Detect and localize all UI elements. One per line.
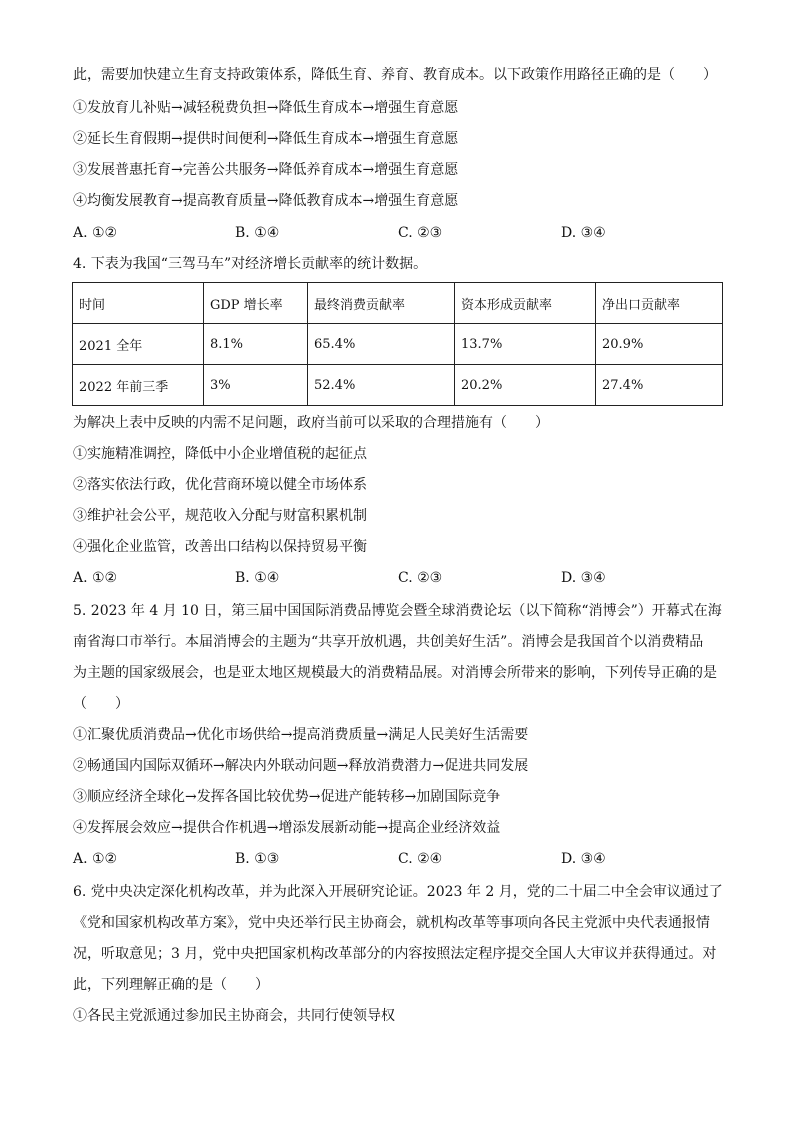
q5-item-3: ③顺应经济全球化→发挥各国比较优势→促进产能转移→加剧国际竞争 [73, 789, 501, 805]
q5-stem-line-2: 南省海口市举行。本届消博会的主题为“共享开放机遇，共创美好生活”。消博会是我国首个以消费精品 [73, 634, 704, 650]
q3-item-2: ②延长生育假期→提供时间便利→降低生育成本→增强生育意愿 [73, 131, 459, 147]
table-cell: 27.4% [596, 365, 723, 406]
q3-option-b[interactable]: B. ①④ [235, 225, 280, 241]
q3-item-1: ①发放育儿补贴→减轻税费负担→降低生育成本→增强生育意愿 [73, 100, 459, 116]
q5-option-c[interactable]: C. ②④ [398, 851, 443, 867]
contribution-table [72, 282, 723, 406]
q3-options [73, 224, 733, 242]
q4-option-a[interactable]: A. ①② [73, 570, 118, 586]
table-cell: 8.1% [204, 324, 308, 365]
q5-option-b[interactable]: B. ①③ [235, 851, 280, 867]
table-row [73, 324, 723, 365]
q6-stem-line-1: 6. 党中央决定深化机构改革，并为此深入开展研究论证。2023 年 2 月，党的二十届二中全会审议通过了 [73, 884, 723, 900]
table-cell: 65.4% [308, 324, 455, 365]
table-header-cell: 最终消费贡献率 [308, 283, 455, 324]
q6-stem-line-3: 况，听取意见；3 月，党中央把国家机构改革部分的内容按照法定程序提交全国人大审议并获得通过。对 [73, 946, 717, 962]
q4-item-1: ①实施精准调控，降低中小企业增值税的起征点 [73, 446, 367, 462]
q4-options [73, 569, 733, 587]
table-row [73, 365, 723, 406]
q5-item-4: ④发挥展会效应→提供合作机遇→增添发展新动能→提高企业经济效益 [73, 820, 501, 836]
table-header-cell: 时间 [73, 283, 204, 324]
q4-item-2: ②落实依法行政，优化营商环境以健全市场体系 [73, 477, 367, 493]
q6-stem-line-4: 此，下列理解正确的是（ ） [73, 977, 269, 993]
table-header-cell: 净出口贡献率 [596, 283, 723, 324]
q6-stem-line-2: 《党和国家机构改革方案》，党中央还举行民主协商会，就机构改革等事项向各民主党派中央代表通报情 [73, 915, 710, 931]
q5-option-d[interactable]: D. ③④ [561, 851, 606, 867]
table-header-cell: GDP 增长率 [204, 283, 308, 324]
table-cell: 13.7% [455, 324, 596, 365]
table-cell: 20.2% [455, 365, 596, 406]
q4-option-d[interactable]: D. ③④ [561, 570, 606, 586]
q5-options [73, 850, 733, 868]
q3-option-d[interactable]: D. ③④ [561, 225, 606, 241]
q4-stem: 4. 下表为我国“三驾马车”对经济增长贡献率的统计数据。 [73, 256, 428, 272]
q3-option-c[interactable]: C. ②③ [398, 225, 443, 241]
table-cell: 52.4% [308, 365, 455, 406]
q4-option-b[interactable]: B. ①④ [235, 570, 280, 586]
q3-item-4: ④均衡发展教育→提高教育质量→降低教育成本→增强生育意愿 [73, 193, 459, 209]
q5-item-1: ①汇聚优质消费品→优化市场供给→提高消费质量→满足人民美好生活需要 [73, 727, 529, 743]
q5-option-a[interactable]: A. ①② [73, 851, 118, 867]
table-cell: 3% [204, 365, 308, 406]
table-cell: 2022 年前三季 [73, 365, 204, 406]
q5-stem-line-1: 5. 2023 年 4 月 10 日，第三届中国国际消费品博览会暨全球消费论坛（以下简称“消博会”）开幕式在海 [73, 603, 722, 619]
q4-question: 为解决上表中反映的内需不足问题，政府当前可以采取的合理措施有（ ） [73, 415, 549, 431]
table-cell: 2021 全年 [73, 324, 204, 365]
q5-stem-line-3: 为主题的国家级展会，也是亚太地区规模最大的消费精品展。对消博会所带来的影响，下列传导正确的是 [73, 665, 717, 681]
q5-item-2: ②畅通国内国际双循环→解决内外联动问题→释放消费潜力→促进共同发展 [73, 758, 529, 774]
q3-stem-tail: 此，需要加快建立生育支持政策体系，降低生育、养育、教育成本。以下政策作用路径正确的是（ ） [73, 67, 717, 83]
q3-option-a[interactable]: A. ①② [73, 225, 118, 241]
table-cell: 20.9% [596, 324, 723, 365]
q4-item-4: ④强化企业监管，改善出口结构以保持贸易平衡 [73, 539, 367, 555]
table-header-row [73, 283, 723, 324]
q4-item-3: ③维护社会公平，规范收入分配与财富积累机制 [73, 508, 367, 524]
q4-option-c[interactable]: C. ②③ [398, 570, 443, 586]
q3-item-3: ③发展普惠托育→完善公共服务→降低养育成本→增强生育意愿 [73, 162, 459, 178]
q6-item-1: ①各民主党派通过参加民主协商会，共同行使领导权 [73, 1008, 395, 1024]
q5-stem-line-4: （ ） [73, 696, 129, 712]
table-header-cell: 资本形成贡献率 [455, 283, 596, 324]
